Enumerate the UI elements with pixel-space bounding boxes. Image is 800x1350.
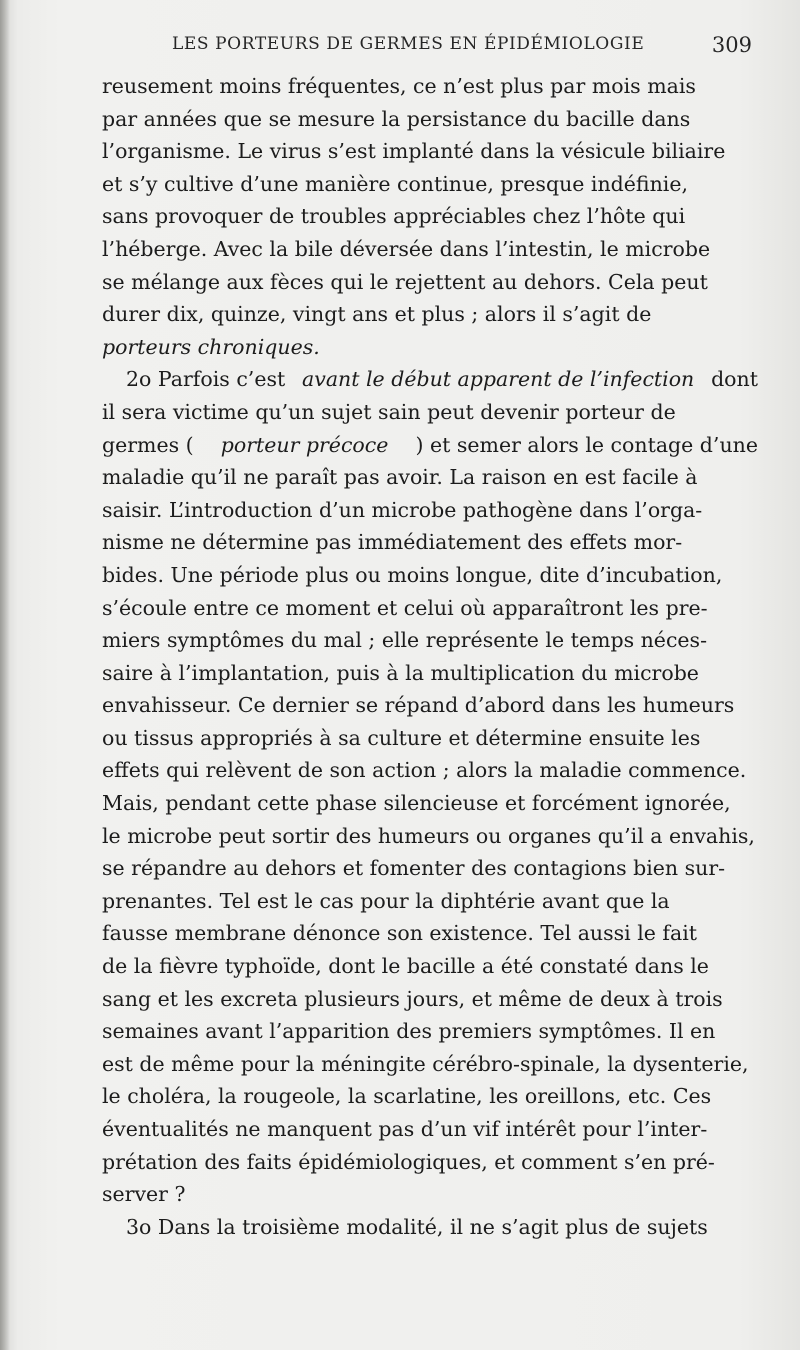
text-line — [102, 526, 758, 559]
text-segment: il sera victime qu’un sujet sain peut devenir porteur de — [102, 399, 676, 424]
page-gutter-shadow — [0, 0, 10, 1350]
text-line — [102, 1211, 758, 1244]
text-segment: se mélange aux fèces qui le rejettent au dehors. Cela peut — [102, 269, 708, 294]
running-title: LES PORTEURS DE GERMES EN ÉPIDÉMIOLOGIE — [172, 34, 645, 54]
text-line — [102, 396, 758, 429]
text-segment: bides. Une période plus ou moins longue, dite d’incubation, — [102, 562, 723, 587]
text-line — [102, 950, 758, 983]
text-line — [102, 200, 758, 233]
text-line — [102, 592, 758, 625]
text-line — [102, 168, 758, 201]
text-segment: miers symptômes du mal ; elle représente le temps néces- — [102, 628, 708, 653]
text-segment: se répandre au dehors et fomenter des contagions bien sur- — [102, 856, 726, 881]
text-line — [102, 624, 758, 657]
text-line — [102, 103, 758, 136]
text-segment: nisme ne détermine pas immédiatement des effets mor- — [102, 530, 683, 555]
text-segment: semaines avant l’apparition des premiers symptômes. Il en — [102, 1019, 716, 1044]
text-line — [102, 233, 758, 266]
text-line — [102, 298, 758, 331]
text-line — [102, 885, 758, 918]
text-line — [102, 657, 758, 690]
text-line — [102, 1080, 758, 1113]
text-line — [102, 852, 758, 885]
text-segment: le choléra, la rougeole, la scarlatine, les oreillons, etc. Ces — [102, 1084, 712, 1109]
italic-phrase: porteurs chroniques. — [102, 334, 320, 359]
text-segment: s’écoule entre ce moment et celui où apparaîtront les pre- — [102, 595, 708, 620]
text-segment: server ? — [102, 1182, 186, 1207]
text-line — [102, 266, 758, 299]
text-line — [102, 689, 758, 722]
italic-phrase: porteur précoce — [220, 432, 389, 457]
text-segment: reusement moins fréquentes, ce n’est plus par mois mais — [102, 74, 696, 98]
text-line — [102, 983, 758, 1016]
text-segment: germes ( — [102, 432, 194, 457]
text-segment: Mais, pendant cette phase silencieuse et forcément ignorée, — [102, 791, 731, 816]
text-segment: prétation des faits épidémiologiques, et comment s’en pré- — [102, 1149, 715, 1174]
text-line — [102, 363, 758, 396]
text-segment: éventualités ne manquent pas d’un vif intérêt pour l’inter- — [102, 1117, 708, 1141]
text-line — [102, 1015, 758, 1048]
text-line — [102, 1178, 758, 1211]
text-segment: sans provoquer de troubles appréciables chez l’hôte qui — [102, 204, 686, 229]
text-line — [102, 1048, 758, 1081]
text-segment: et s’y cultive d’une manière continue, presque indéfinie, — [102, 171, 689, 196]
text-segment: l’organisme. Le virus s’est implanté dans la vésicule biliaire — [102, 139, 726, 164]
text-segment: de la fièvre typhoïde, dont le bacille a été constaté dans le — [102, 954, 709, 979]
text-segment: l’héberge. Avec la bile déversée dans l’intestin, le microbe — [102, 236, 711, 261]
text-line — [102, 917, 758, 950]
text-segment: saire à l’implantation, puis à la multiplication du microbe — [102, 660, 699, 685]
text-segment: maladie qu’il ne paraît pas avoir. La raison en est facile à — [102, 465, 698, 490]
text-line — [102, 1113, 758, 1146]
text-line — [102, 559, 758, 592]
text-line — [102, 494, 758, 527]
body-text — [102, 70, 758, 1243]
text-segment: dont — [704, 367, 758, 392]
text-segment: effets qui relèvent de son action ; alors la maladie commence. — [102, 758, 747, 783]
text-line — [102, 135, 758, 168]
text-line — [102, 429, 758, 462]
text-line — [102, 1146, 758, 1179]
text-segment: le microbe peut sortir des humeurs ou organes qu’il a envahis, — [102, 823, 755, 848]
text-line — [102, 331, 758, 364]
text-line — [102, 70, 758, 103]
text-segment: sang et les excreta plusieurs jours, et même de deux à trois — [102, 986, 723, 1011]
text-segment: envahisseur. Ce dernier se répand d’abord dans les humeurs — [102, 693, 735, 718]
text-segment: par années que se mesure la persistance du bacille dans — [102, 106, 691, 131]
text-segment: prenantes. Tel est le cas pour la diphtérie avant que la — [102, 888, 670, 913]
text-line — [102, 461, 758, 494]
text-line — [102, 787, 758, 820]
italic-phrase: avant le début apparent de l’infection — [302, 367, 695, 392]
text-segment: ou tissus appropriés à sa culture et détermine ensuite les — [102, 725, 701, 750]
page-number: 309 — [711, 33, 752, 57]
text-segment: saisir. L’introduction d’un microbe pathogène dans l’orga- — [102, 497, 703, 522]
text-line — [102, 722, 758, 755]
text-segment: durer dix, quinze, vingt ans et plus ; alors il s’agit de — [102, 302, 652, 327]
text-line — [102, 820, 758, 853]
text-line — [102, 754, 758, 787]
text-segment: 3o Dans la troisième modalité, il ne s’agit plus de sujets — [126, 1214, 708, 1239]
text-segment: 2o Parfois c’est — [126, 367, 292, 392]
text-segment: est de même pour la méningite cérébro-spinale, la dysenterie, — [102, 1051, 749, 1076]
text-segment: ) et semer alors le contage d’une — [415, 432, 758, 457]
text-segment: fausse membrane dénonce son existence. Tel aussi le fait — [102, 921, 698, 946]
